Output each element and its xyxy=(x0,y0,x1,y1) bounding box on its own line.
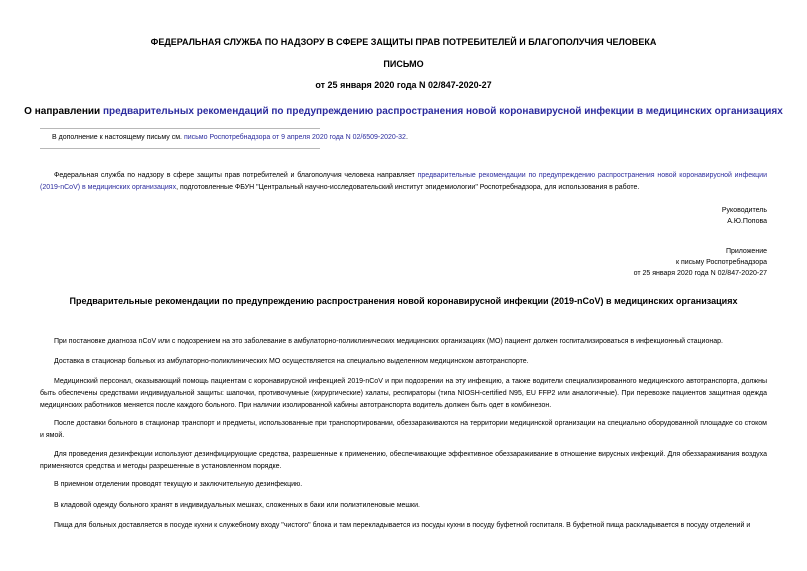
note-link[interactable]: письмо Роспотребнадзора от 9 апреля 2020 года N 02/6509-2020-32 xyxy=(183,134,406,141)
document-type: ПИСЬМО xyxy=(383,59,424,69)
appendix-line-3: от 25 января 2020 года N 02/847-2020-27 xyxy=(633,270,767,277)
intro-link[interactable]: предварительные рекомендации по предупреждению распространения новой коронавирусной инфекции (2019-nCoV) в медицинских организациях xyxy=(40,172,768,191)
subject-link[interactable]: предварительных рекомендаций по предупреждению распространения новой коронавирусной инфекции в медицинских организациях xyxy=(102,106,783,117)
paragraph xyxy=(40,376,767,412)
paragraph-text: Пища для больных доставляется в посуде кухни к служебному входу "чистого" блока и там перекладывается из посуды кухни в посуду буфетной госпиталя. В буфетной пища раскладывается в посуду отделений и xyxy=(54,522,751,529)
intro-text-1: Федеральная служба по надзору в сфере защиты прав потребителей и благополучия человека направляет xyxy=(54,172,418,179)
subject-prefix: О направлении xyxy=(24,106,103,117)
paragraph-text: Доставка в стационар больных из амбулаторно-поликлинических МО осуществляется на специально выделенном медицинском автотранспорте. xyxy=(54,358,529,365)
appendix-line-2: к письму Роспотребнадзора xyxy=(675,259,767,266)
note-divider-top xyxy=(40,128,320,129)
paragraph-text: В приемном отделении проводят текущую и заключительную дезинфекцию. xyxy=(54,481,303,488)
paragraph xyxy=(40,479,767,491)
paragraph xyxy=(40,418,767,442)
document-subject xyxy=(0,106,807,117)
document-date-number: от 25 января 2020 года N 02/847-2020-27 xyxy=(315,80,492,90)
intro-text-2: , подготовленные ФБУН "Центральный научно-исследовательский институт эпидемиологии" Роспотребнадзора, для использования в работе. xyxy=(176,184,640,191)
intro-paragraph xyxy=(40,170,767,194)
paragraph-text: В кладовой одежду больного хранят в индивидуальных мешках, сложенных в баки или полиэтиленовые мешки. xyxy=(54,502,420,509)
paragraph xyxy=(40,520,767,532)
paragraph xyxy=(40,336,767,348)
editor-note xyxy=(52,134,408,141)
note-suffix: . xyxy=(405,134,408,141)
recommendations-title: Предварительные рекомендации по предупреждению распространения новой коронавирусной инфекции (2019-nCoV) в медицинских организациях xyxy=(69,296,738,306)
paragraph-text: Медицинский персонал, оказывающий помощь пациентам с коронавирусной инфекцией 2019-nCoV и при подозрении на эту инфекцию, а также водители специализированного медицинского автотранспорта, должны быть обеспечены средствами индивидуальной защиты: шапочки, противочумные (хирургические) халаты, респираторы (типа NIOSH-certified N95, EU FFP2 или аналогичные). При перевозке пациентов защитная одежда медицинских работников меняется после каждого больного. При наличии изолированной кабины автотранспорта водитель должен быть одет в комбинезон. xyxy=(40,378,767,409)
note-prefix: В дополнение к настоящему письму см. xyxy=(52,134,184,141)
paragraph-text: Для проведения дезинфекции используют дезинфицирующие средства, разрешенные к применению, обеспечивающие эффективное обеззараживание в отношение вирусных инфекций. Для обеззараживания воздуха применяются средства и методы разрешенные в установленном порядке. xyxy=(40,451,767,470)
signature-block xyxy=(722,205,767,227)
signature-name: А.Ю.Попова xyxy=(727,218,767,225)
paragraph xyxy=(40,449,767,473)
note-divider-bottom xyxy=(40,148,320,149)
paragraph xyxy=(40,356,767,368)
appendix-block xyxy=(634,246,767,279)
paragraph-text: При постановке диагноза nCoV или с подозрением на это заболевание в амбулаторно-поликлинических медицинских организациях (МО) пациент должен госпитализироваться в инфекционный стационар. xyxy=(54,338,723,345)
agency-heading: ФЕДЕРАЛЬНАЯ СЛУЖБА ПО НАДЗОРУ В СФЕРЕ ЗАЩИТЫ ПРАВ ПОТРЕБИТЕЛЕЙ И БЛАГОПОЛУЧИЯ ЧЕЛОВЕКА xyxy=(150,37,657,47)
paragraph xyxy=(40,500,767,512)
appendix-line-1: Приложение xyxy=(725,248,767,255)
signature-title: Руководитель xyxy=(721,207,767,214)
paragraph-text: После доставки больного в стационар транспорт и предметы, использованные при транспортировании, обеззараживаются на территории медицинской организации на специально оборудованной площадке со стоком и ямой. xyxy=(40,420,767,439)
